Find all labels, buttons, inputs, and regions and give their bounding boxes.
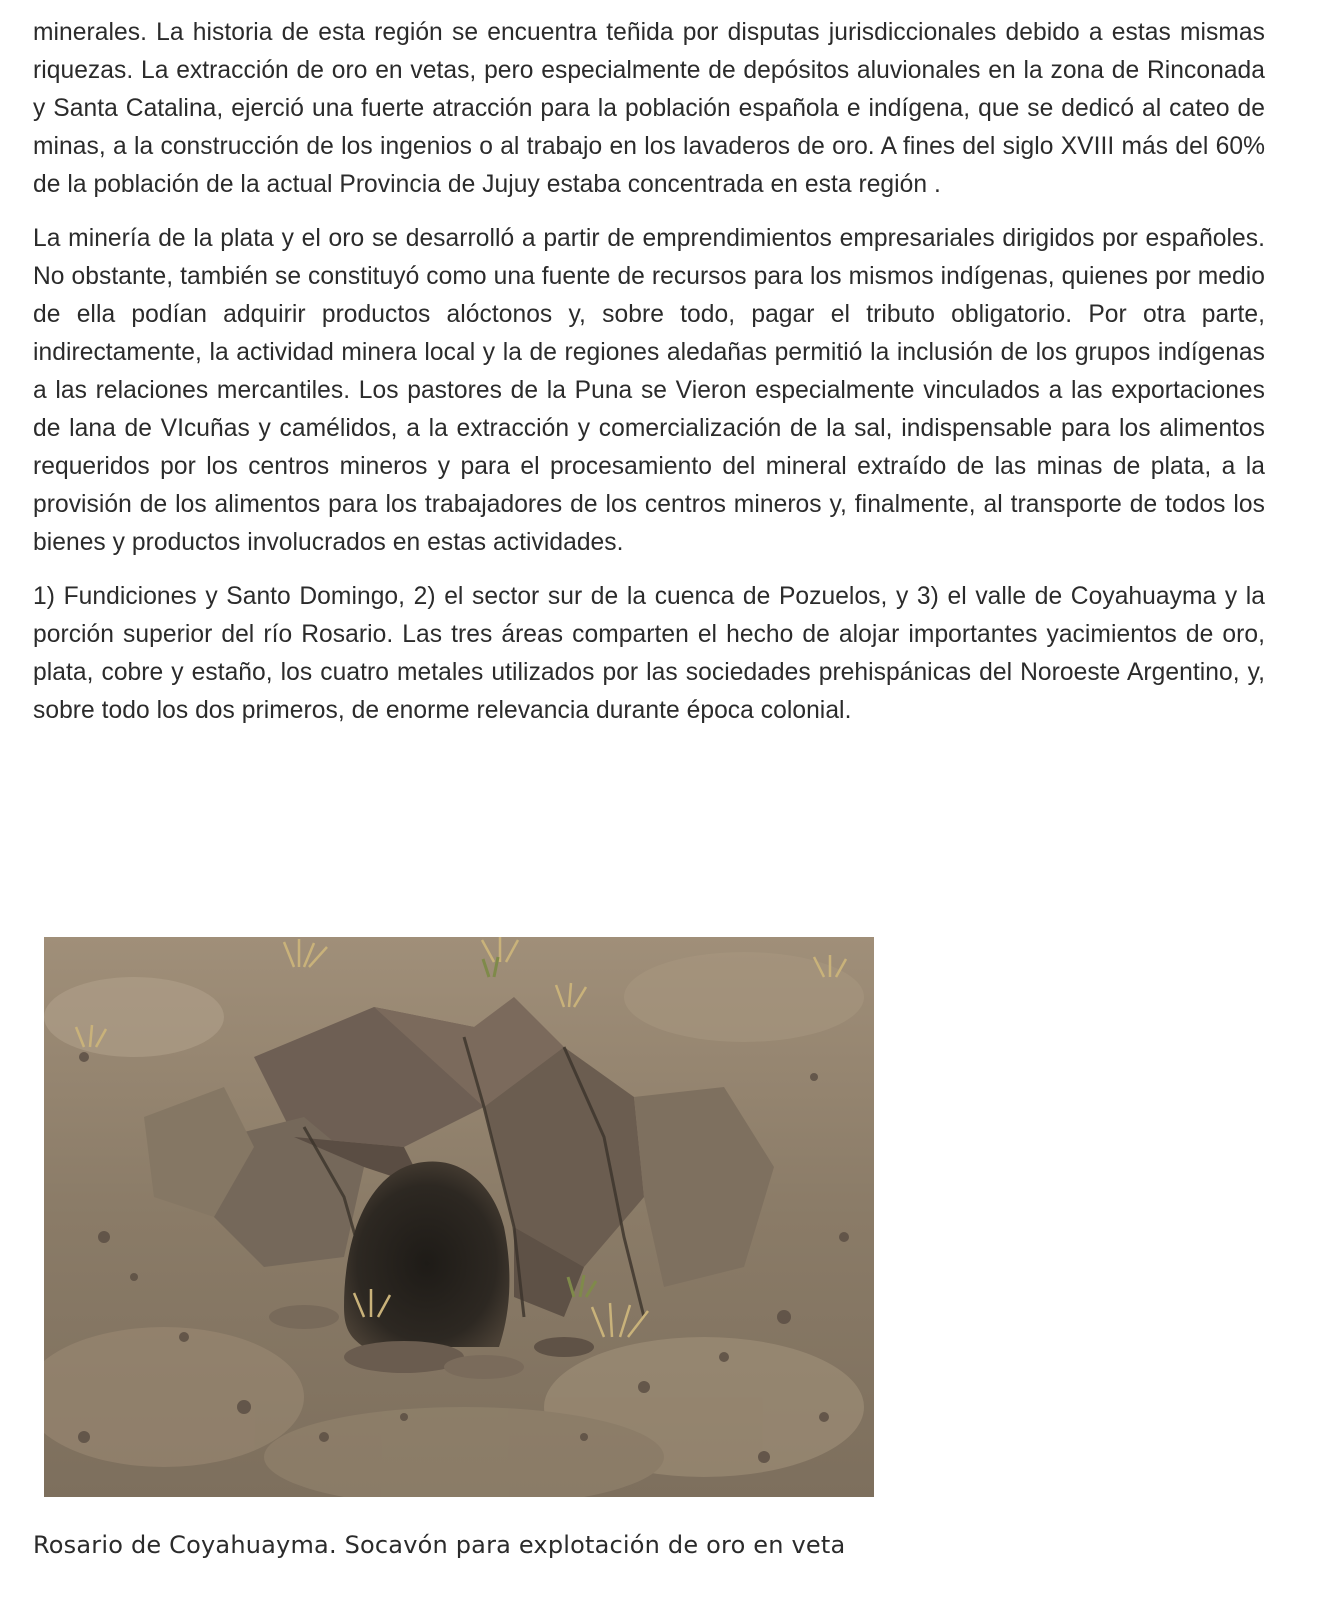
paragraph-silver-gold-mining: La minería de la plata y el oro se desarrolló a partir de emprendimientos empresariales dirigidos por españoles. No obstante, también se constituyó como una fuente de recursos para los mismos indígenas, quienes por medio de ella podían adquirir productos alóctonos y, sobre todo, pagar el tributo obligatorio. Por otra parte, indirectamente, la actividad minera local y la de regiones aledañas permitió la inclusión de los grupos indígenas a las relaciones mercantiles. Los pastores de la Puna se Vieron especialmente vinculados a las exportaciones de lana de VIcuñas y camélidos, a la extracción y comercialización de la sal, indispensable para los alimentos requeridos por los centros mineros y para el procesamiento del mineral extraído de las minas de plata, a la provisión de los alimentos para los trabajadores de los centros mineros y, finalmente, al transporte de todos los bienes y productos involucrados en estas actividades.	[33, 225, 1265, 556]
mine-shaft-photo	[44, 937, 874, 1497]
mine-shaft-illustration	[44, 937, 874, 1497]
figure-caption: Rosario de Coyahuayma. Socavón para explotación de oro en veta	[33, 1531, 846, 1559]
paragraph-study-areas: 1) Fundiciones y Santo Domingo, 2) el sector sur de la cuenca de Pozuelos, y 3) el valle de Coyahuayma y la porción superior del río Rosario. Las tres áreas comparten el hecho de alojar importantes yacimientos de oro, plata, cobre y estaño, los cuatro metales utilizados por las sociedades prehispánicas del Noroeste Argentino, y, sobre todo los dos primeros, de enorme relevancia durante época colonial.	[33, 583, 1265, 724]
paragraph-mining-history: minerales. La historia de esta región se encuentra teñida por disputas jurisdiccionales debido a estas mismas riquezas. La extracción de oro en vetas, pero especialmente de depósitos aluvionales en la zona de Rinconada y Santa Catalina, ejerció una fuerte atracción para la población española e indígena, que se dedicó al cateo de minas, a la construcción de los ingenios o al trabajo en los lavaderos de oro. A fines del siglo XVIII más del 60% de la población de la actual Provincia de Jujuy estaba concentrada en esta región .	[33, 19, 1265, 198]
document-body	[33, 14, 1265, 746]
